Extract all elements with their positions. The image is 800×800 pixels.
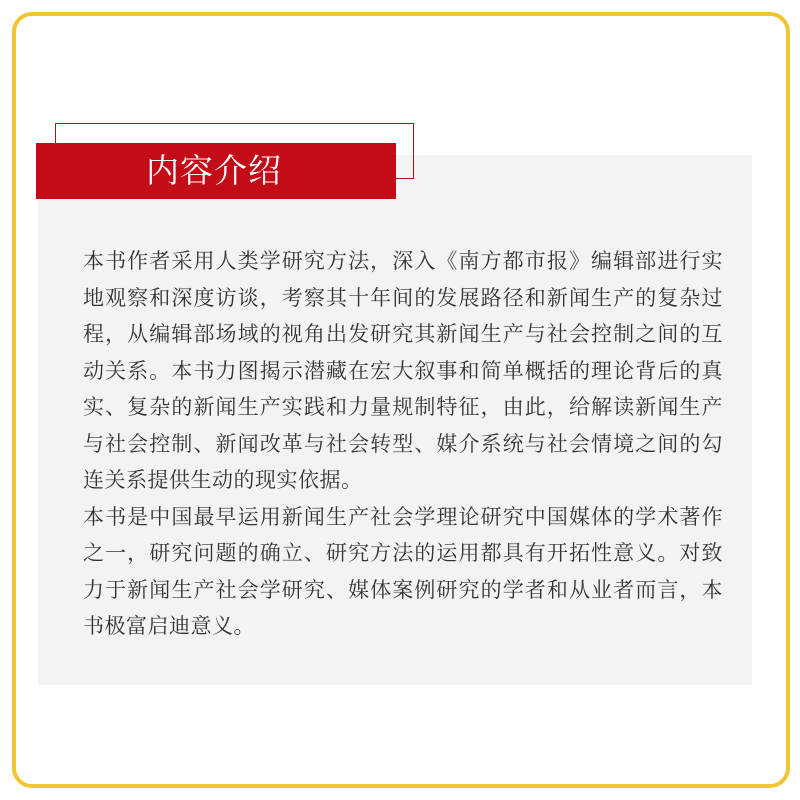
section-title: 内容介绍 [36,143,396,199]
description-paragraph-2: 本书是中国最早运用新闻生产社会学理论研究中国媒体的学术著作之一，研究问题的确立、研究方法的运用都具有开拓性意义。对致力于新闻生产社会学研究、媒体案例研究的学者和从业者而言，本书极富启迪意义。 [83,504,723,638]
description-body [83,243,723,645]
description-paragraph-1: 本书作者采用人类学研究方法，深入《南方都市报》编辑部进行实地观察和深度访谈，考察其十年间的发展路径和新闻生产的复杂过程，从编辑部场域的视角出发研究其新闻生产与社会控制之间的互动关系。本书力图揭示潜藏在宏大叙事和简单概括的理论背后的真实、复杂的新闻生产实践和力量规制特征，由此，给解读新闻生产与社会控制、新闻改革与社会转型、媒介系统与社会情境之间的勾连关系提供生动的现实依据。 [83,249,723,492]
